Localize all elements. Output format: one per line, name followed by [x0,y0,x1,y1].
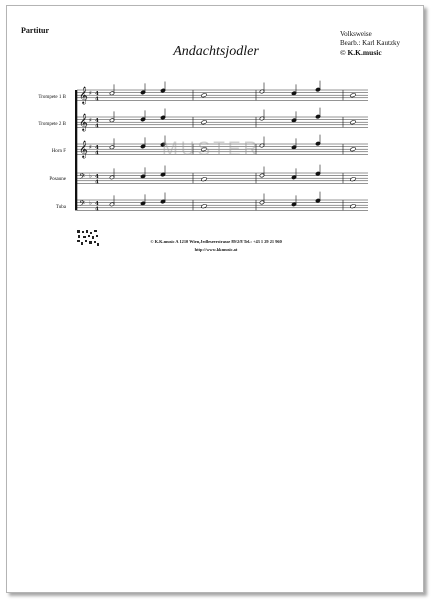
note-head [350,147,356,152]
publisher-text: © K.K.music [340,48,382,57]
origin-text: Volksweise [340,30,372,38]
piece-title: Andachtsjodler [173,44,259,59]
treble-clef-icon: 𝄞 [79,86,88,104]
key-signature-icon: ♭ [89,200,92,207]
time-signature: 4 [95,174,99,180]
watermark: MUSTER [162,139,261,160]
time-signature: 4 [95,118,99,124]
time-signature: 4 [95,206,99,213]
key-signature-icon: ♭ [89,173,92,180]
treble-clef-icon: 𝄞 [79,113,88,131]
time-signature: 4 [95,123,99,130]
footer-url: http://www.kkmusic.at [194,247,238,252]
note-head [201,120,207,125]
time-signature: 4 [95,201,99,207]
instrument-label-trumpet2: Trompete 2 B [38,122,66,127]
time-signature: 4 [95,91,99,97]
footer-address: © K.K.music A 1210 Wien,Jedleseerstrasse 89/2/8 Tel.: +43 1 29 21 960 [150,239,282,244]
instrument-label-tuba: Tuba [55,205,66,210]
key-signature-icon: ♯ [89,144,92,151]
time-signature: 4 [95,179,99,186]
key-signature-icon: ♯ [89,117,92,124]
note-head [350,93,356,98]
time-signature: 4 [95,96,99,103]
bass-clef-icon: 𝄢 [79,172,86,184]
instrument-label-horn: Horn F [51,149,66,154]
instrument-label-trombone: Posaune [49,177,66,182]
note-head [201,93,207,98]
time-signature: 4 [95,145,99,151]
instrument-label-trumpet1: Trompete 1 B [38,95,66,100]
time-signature: 4 [95,150,99,157]
footer [0,238,432,254]
note-head [350,120,356,125]
treble-clef-icon: 𝄞 [79,140,88,158]
partitur-label: Partitur [21,26,49,35]
bass-clef-icon: 𝄢 [79,199,86,211]
key-signature-icon: ♯ [89,90,92,97]
arranger-text: Bearb.: Karl Kautzky [340,39,401,47]
